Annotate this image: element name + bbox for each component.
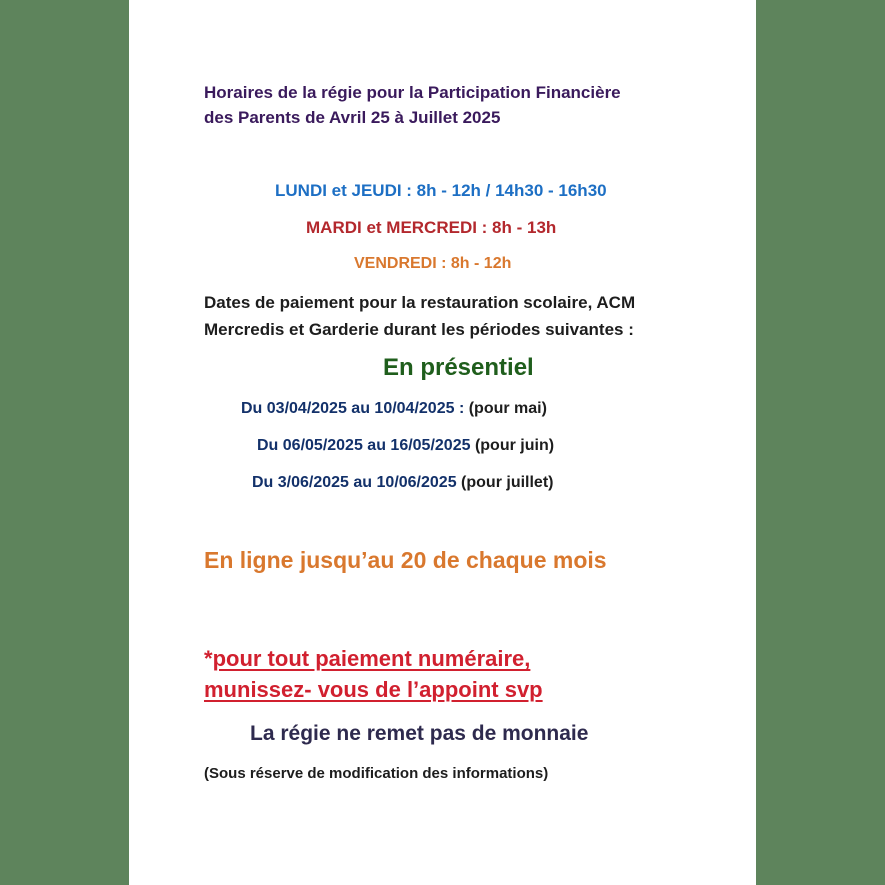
payment-dates-intro-line-1: Dates de paiement pour la restauration scolaire, ACM xyxy=(204,293,636,312)
in-person-heading: En présentiel xyxy=(383,354,534,381)
period-range: Du 03/04/2025 au 10/04/2025 : xyxy=(241,400,465,417)
period-note: (pour mai) xyxy=(468,400,547,417)
period-range: Du 3/06/2025 au 10/06/2025 xyxy=(252,474,457,491)
warning-star: * xyxy=(204,646,213,671)
payment-dates-intro-line-2: Mercredis et Garderie durant les périodes suivantes : xyxy=(204,320,634,339)
period-note: (pour juin) xyxy=(474,437,555,454)
hours-tuesday-wednesday: MARDI et MERCREDI : 8h - 13h xyxy=(306,218,557,237)
warning-text-2: munissez- vous de l’appoint svp xyxy=(204,677,543,702)
hours-friday: VENDREDI : 8h - 12h xyxy=(354,255,512,272)
no-change-notice: La régie ne remet pas de monnaie xyxy=(250,722,589,745)
notice-title xyxy=(204,80,621,130)
period-row-may xyxy=(241,400,547,418)
notice-sheet xyxy=(129,0,756,885)
period-range: Du 06/05/2025 au 16/05/2025 xyxy=(257,437,471,454)
period-note: (pour juillet) xyxy=(461,474,554,491)
payment-dates-intro xyxy=(204,289,635,343)
reserve-disclaimer: (Sous réserve de modification des informations) xyxy=(204,765,549,782)
period-row-july xyxy=(252,474,553,492)
title-line-2: des Parents de Avril 25 à Juillet 2025 xyxy=(204,108,501,127)
cash-warning xyxy=(204,643,543,705)
period-row-june xyxy=(257,437,554,455)
online-payment-text: En ligne jusqu’au 20 de chaque mois xyxy=(204,547,607,573)
cash-warning-line-1 xyxy=(204,643,543,674)
cash-warning-line-2 xyxy=(204,674,543,705)
title-line-1: Horaires de la régie pour la Participation Financière xyxy=(204,83,621,102)
hours-monday-thursday: LUNDI et JEUDI : 8h - 12h / 14h30 - 16h30 xyxy=(275,181,607,200)
warning-text-1: pour tout paiement numéraire, xyxy=(212,646,531,671)
